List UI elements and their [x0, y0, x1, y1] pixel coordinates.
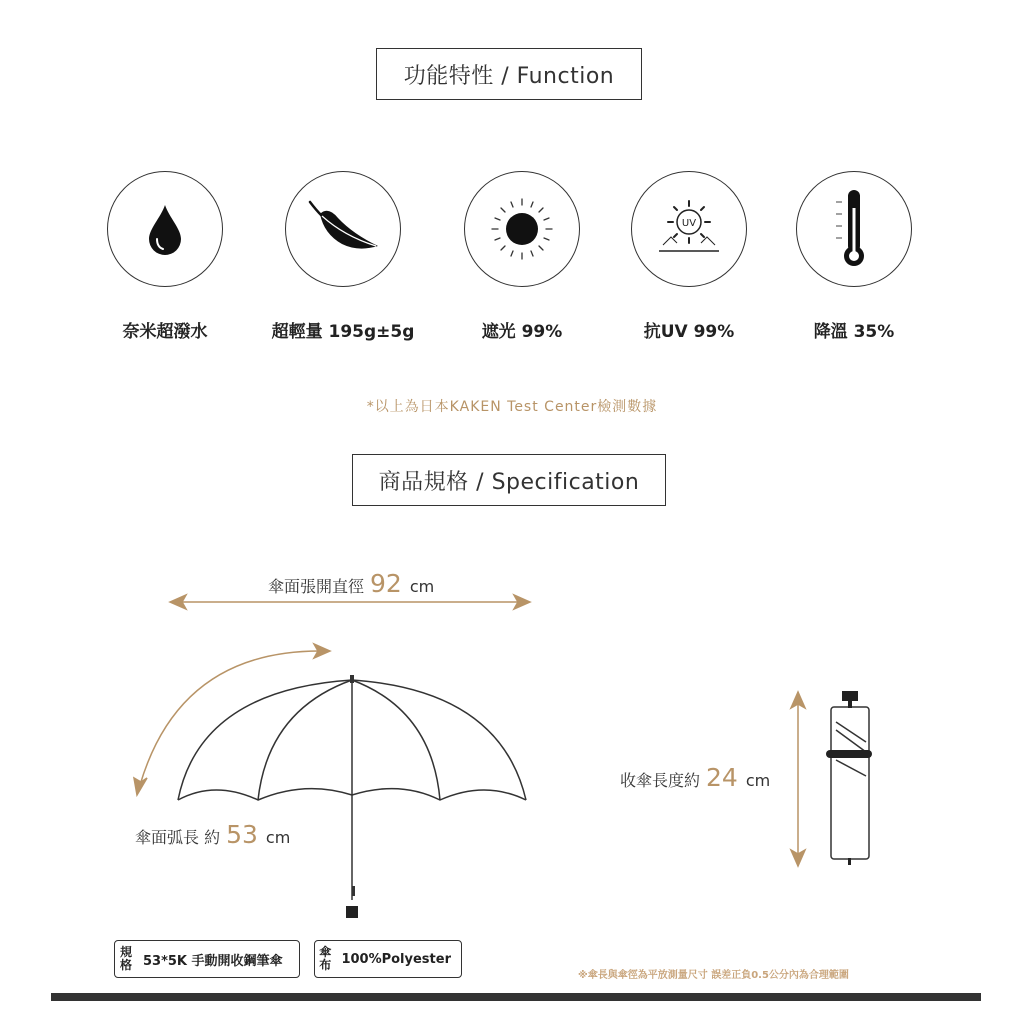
diameter-unit: cm	[409, 577, 435, 596]
feature-label: 抗UV 99%	[643, 322, 735, 342]
arc-length-arrow	[134, 644, 330, 795]
closed-length-value: 24	[706, 763, 738, 792]
function-section-title: 功能特性 / Function	[376, 48, 642, 100]
bottom-divider	[51, 993, 981, 1001]
arc-value: 53	[226, 820, 258, 849]
spec-value: 100%Polyester	[341, 951, 451, 967]
spec-key: 規格	[119, 945, 132, 972]
specification-section-title: 商品規格 / Specification	[352, 454, 666, 506]
closed-length-unit: cm	[745, 771, 771, 790]
spec-fabric-box	[314, 940, 462, 978]
arc-label: 傘面弧長 約	[135, 828, 221, 847]
diameter-dimension	[268, 569, 434, 598]
diameter-value: 92	[370, 569, 402, 598]
uv-icon-text: UV	[681, 218, 697, 229]
feature-label: 遮光 99%	[481, 322, 563, 342]
arc-unit: cm	[265, 828, 291, 847]
closed-length-label: 收傘長度約	[620, 771, 701, 790]
feature-label: 降溫 35%	[813, 322, 895, 342]
arc-dimension	[135, 820, 290, 849]
closed-umbrella	[831, 707, 869, 859]
feature-label: 超輕量 195g±5g	[271, 322, 415, 342]
test-center-note: *以上為日本KAKEN Test Center檢測數據	[366, 399, 658, 415]
diameter-label: 傘面張開直徑	[268, 577, 365, 596]
closed-length-dimension	[620, 763, 770, 792]
spec-key: 傘布	[319, 945, 332, 972]
closed-length-arrow	[791, 692, 805, 866]
spec-value: 53*5K 手動開收鋼筆傘	[143, 953, 283, 969]
measurement-disclaimer: ※傘長與傘徑為平放測量尺寸 誤差正負0.5公分內為合理範圍	[578, 970, 849, 981]
umbrella-canopy	[178, 680, 526, 900]
spec-model-box	[114, 940, 300, 978]
feature-label: 奈米超潑水	[122, 322, 208, 342]
